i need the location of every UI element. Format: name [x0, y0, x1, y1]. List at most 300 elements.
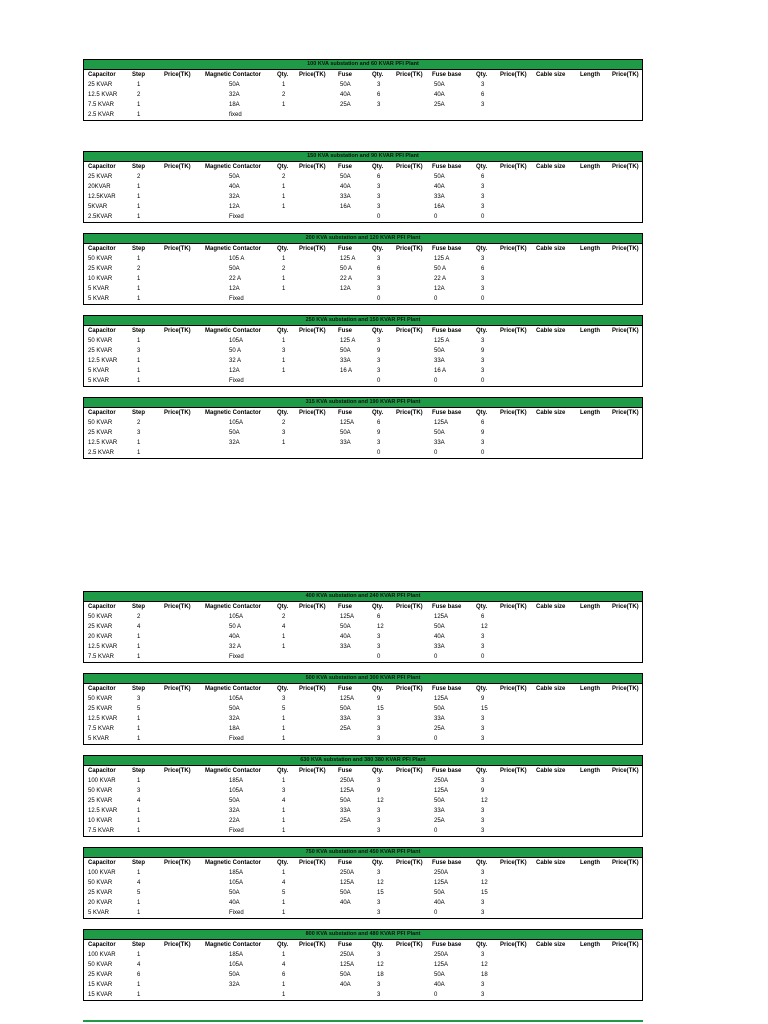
table-cell: 12	[481, 962, 488, 968]
column-header: Capacitor	[88, 410, 116, 416]
column-header: Qty.	[277, 164, 289, 170]
column-header: Fuse	[338, 410, 353, 416]
table-cell: 12.5 KVAR	[88, 644, 118, 650]
table-cell: 3	[481, 194, 485, 200]
column-header: Fuse base	[432, 72, 462, 78]
table-cell: 40A	[340, 184, 351, 190]
column-header: Price(TK)	[299, 328, 326, 334]
table-cell: 1	[282, 900, 286, 906]
table-cell: 105A	[229, 420, 244, 426]
table-row	[84, 110, 642, 120]
table-cell: 18	[481, 972, 488, 978]
column-header: Qty.	[277, 860, 289, 866]
table-cell: 12.5 KVAR	[88, 358, 118, 364]
table-cell: 12	[377, 962, 384, 968]
table-cell: 3	[481, 910, 485, 916]
table-title: 250 KVA substation and 150 KVAR PFI Plant	[84, 316, 642, 326]
table-cell: 1	[282, 204, 286, 210]
column-header: Capacitor	[88, 860, 116, 866]
table-row	[84, 192, 642, 202]
table-cell: 3	[137, 348, 141, 354]
table-header-row	[84, 408, 642, 418]
column-header: Price(TK)	[396, 164, 423, 170]
column-header: Cable size	[536, 860, 566, 866]
table-cell: 250A	[434, 952, 449, 958]
table-row	[84, 254, 642, 264]
column-header: Qty.	[277, 604, 289, 610]
table-cell: 22 A	[434, 276, 447, 282]
table-cell: 2	[137, 614, 141, 620]
column-header: Length	[580, 72, 600, 78]
column-header: Step	[132, 768, 146, 774]
column-header: Price(TK)	[500, 604, 527, 610]
column-header: Capacitor	[88, 604, 116, 610]
table-cell: 0	[481, 296, 485, 302]
table-cell: 1	[137, 368, 141, 374]
table-cell: Fixed	[229, 296, 244, 302]
column-header: Price(TK)	[396, 246, 423, 252]
table-cell: 40A	[434, 634, 445, 640]
table-row	[84, 806, 642, 816]
table-cell: 50A	[229, 890, 240, 896]
table-cell: 25 KVAR	[88, 174, 113, 180]
column-header: Qty.	[277, 72, 289, 78]
table-cell: 3	[377, 910, 381, 916]
column-header: Qty.	[476, 860, 488, 866]
column-header: Price(TK)	[299, 246, 326, 252]
table-cell: 1	[137, 952, 141, 958]
column-header: Price(TK)	[612, 164, 639, 170]
column-header: Fuse	[338, 72, 353, 78]
column-header: Fuse base	[432, 328, 462, 334]
table-cell: 1	[282, 828, 286, 834]
table-cell: 3	[377, 736, 381, 742]
column-header: Price(TK)	[612, 72, 639, 78]
table-cell: 16A	[434, 204, 445, 210]
table-cell: 3	[377, 276, 381, 282]
table-cell: 4	[282, 798, 286, 804]
table-cell: 3	[481, 286, 485, 292]
table-cell: 32 A	[229, 644, 242, 650]
column-header: Price(TK)	[164, 604, 191, 610]
table-cell: 1	[137, 378, 141, 384]
table-cell: 33A	[434, 194, 445, 200]
column-header: Length	[580, 604, 600, 610]
table-cell: 3	[481, 870, 485, 876]
table-cell: 12.5 KVAR	[88, 716, 118, 722]
column-header: Price(TK)	[500, 686, 527, 692]
table-cell: 50A	[229, 174, 240, 180]
table-cell: 25A	[340, 102, 351, 108]
table-cell: 50 KVAR	[88, 420, 113, 426]
column-header: Fuse	[338, 860, 353, 866]
table-cell: 3	[481, 440, 485, 446]
table-cell: 50A	[229, 706, 240, 712]
table-cell: 50A	[434, 348, 445, 354]
table-cell: 1	[282, 716, 286, 722]
table-cell: 1	[137, 992, 141, 998]
table-cell: 1	[137, 910, 141, 916]
spec-table	[83, 397, 643, 459]
table-cell: 50A	[340, 430, 351, 436]
table-cell: 33A	[340, 644, 351, 650]
table-cell: 5	[137, 706, 141, 712]
table-row	[84, 346, 642, 356]
spec-table	[83, 233, 643, 305]
table-cell: 40A	[340, 92, 351, 98]
table-cell: 32A	[229, 716, 240, 722]
column-header: Price(TK)	[396, 410, 423, 416]
table-cell: 2.5KVAR	[88, 214, 113, 220]
table-row	[84, 418, 642, 428]
table-cell: 6	[377, 92, 381, 98]
column-header: Fuse	[338, 604, 353, 610]
table-row	[84, 202, 642, 212]
table-cell: 50A	[434, 890, 445, 896]
table-cell: 6	[481, 92, 485, 98]
table-cell: 100 KVAR	[88, 870, 116, 876]
column-header: Qty.	[277, 768, 289, 774]
table-cell: 1	[282, 992, 286, 998]
table-cell: 250A	[340, 778, 355, 784]
column-header: Step	[132, 328, 146, 334]
table-row	[84, 776, 642, 786]
table-row	[84, 366, 642, 376]
table-cell: 15	[377, 706, 384, 712]
column-header: Price(TK)	[612, 942, 639, 948]
column-header: Price(TK)	[164, 246, 191, 252]
table-cell: 0	[481, 214, 485, 220]
table-cell: 5 KVAR	[88, 286, 109, 292]
table-cell: 1	[282, 82, 286, 88]
table-cell: 6	[377, 174, 381, 180]
column-header: Price(TK)	[299, 860, 326, 866]
table-cell: 3	[377, 982, 381, 988]
table-cell: 1	[282, 982, 286, 988]
table-cell: 12A	[340, 286, 351, 292]
table-cell: 32A	[229, 808, 240, 814]
column-header: Qty.	[277, 942, 289, 948]
table-cell: 1	[137, 644, 141, 650]
table-cell: 125 A	[340, 256, 356, 262]
column-header: Price(TK)	[500, 942, 527, 948]
table-cell: 1	[282, 726, 286, 732]
column-header: Price(TK)	[396, 686, 423, 692]
table-row	[84, 294, 642, 304]
table-cell: 1	[137, 276, 141, 282]
column-header: Fuse base	[432, 410, 462, 416]
table-cell: 15 KVAR	[88, 982, 113, 988]
table-row	[84, 80, 642, 90]
table-cell: 12	[481, 798, 488, 804]
column-header: Price(TK)	[299, 604, 326, 610]
column-header: Qty.	[372, 604, 384, 610]
table-cell: 1	[282, 286, 286, 292]
table-cell: 50A	[340, 706, 351, 712]
column-header: Price(TK)	[164, 942, 191, 948]
column-header: Qty.	[372, 72, 384, 78]
column-header: Cable size	[536, 604, 566, 610]
table-cell: 6	[481, 266, 485, 272]
column-header: Capacitor	[88, 164, 116, 170]
table-cell: 1	[137, 726, 141, 732]
table-cell: 0	[434, 214, 438, 220]
table-cell: 50 KVAR	[88, 788, 113, 794]
table-cell: 105A	[229, 962, 244, 968]
table-row	[84, 172, 642, 182]
column-header: Price(TK)	[612, 328, 639, 334]
column-header: Cable size	[536, 246, 566, 252]
table-cell: 1	[282, 184, 286, 190]
column-header: Fuse base	[432, 164, 462, 170]
column-header: Price(TK)	[612, 246, 639, 252]
table-cell: 125 A	[340, 338, 356, 344]
table-cell: 3	[481, 952, 485, 958]
column-header: Price(TK)	[396, 328, 423, 334]
table-cell: 9	[481, 348, 485, 354]
table-cell: 40A	[434, 184, 445, 190]
table-cell: Fixed	[229, 378, 244, 384]
table-cell: 15	[481, 890, 488, 896]
table-cell: 125A	[340, 962, 355, 968]
column-header: Price(TK)	[500, 410, 527, 416]
table-cell: 10 KVAR	[88, 276, 113, 282]
column-header: Qty.	[476, 328, 488, 334]
table-cell: 1	[137, 338, 141, 344]
table-cell: 3	[377, 808, 381, 814]
table-row	[84, 274, 642, 284]
table-cell: 1	[137, 778, 141, 784]
table-cell: 33A	[340, 808, 351, 814]
column-header: Fuse	[338, 768, 353, 774]
table-cell: fixed	[229, 112, 242, 118]
table-cell: 3	[377, 828, 381, 834]
table-cell: 3	[377, 818, 381, 824]
table-cell: 1	[282, 194, 286, 200]
table-cell: 125A	[340, 788, 355, 794]
table-cell: 125A	[340, 696, 355, 702]
table-cell: 2	[137, 92, 141, 98]
table-row	[84, 714, 642, 724]
table-row	[84, 438, 642, 448]
column-header: Qty.	[372, 246, 384, 252]
table-cell: 1	[137, 450, 141, 456]
table-cell: 40A	[340, 900, 351, 906]
table-cell: 105A	[229, 696, 244, 702]
table-cell: 3	[377, 726, 381, 732]
table-cell: 185A	[229, 870, 244, 876]
table-header-row	[84, 684, 642, 694]
column-header: Qty.	[277, 686, 289, 692]
table-cell: 32A	[229, 92, 240, 98]
table-cell: 0	[434, 296, 438, 302]
table-title: 800 KVA substation and 480 KVAR PFI Plant	[84, 930, 642, 940]
table-cell: 0	[434, 736, 438, 742]
column-header: Magnetic Contactor	[205, 246, 262, 252]
column-header: Length	[580, 164, 600, 170]
table-cell: 3	[377, 634, 381, 640]
table-cell: 18	[377, 972, 384, 978]
table-cell: 1	[282, 870, 286, 876]
column-header: Length	[580, 942, 600, 948]
table-cell: 12	[481, 624, 488, 630]
table-cell: 3	[481, 644, 485, 650]
table-title: 500 KVA substation and 300 KVAR PFI Plant	[84, 674, 642, 684]
table-cell: Fixed	[229, 910, 244, 916]
column-header: Price(TK)	[500, 328, 527, 334]
table-cell: Fixed	[229, 214, 244, 220]
table-cell: 50A	[229, 798, 240, 804]
table-cell: 1	[137, 716, 141, 722]
table-cell: 1	[137, 102, 141, 108]
table-cell: 25 KVAR	[88, 706, 113, 712]
table-row	[84, 734, 642, 744]
table-cell: 7.5 KVAR	[88, 654, 114, 660]
table-row	[84, 868, 642, 878]
column-header: Price(TK)	[396, 604, 423, 610]
column-header: Price(TK)	[299, 72, 326, 78]
table-cell: 25A	[340, 726, 351, 732]
table-cell: 9	[377, 430, 381, 436]
table-cell: 3	[282, 788, 286, 794]
table-cell: 1	[282, 276, 286, 282]
table-cell: 50A	[434, 706, 445, 712]
table-cell: 2	[282, 614, 286, 620]
column-header: Price(TK)	[164, 72, 191, 78]
table-cell: 5	[137, 890, 141, 896]
table-cell: 20 KVAR	[88, 634, 113, 640]
table-cell: 1	[137, 214, 141, 220]
table-cell: 0	[377, 450, 381, 456]
column-header: Capacitor	[88, 686, 116, 692]
table-cell: 50 A	[229, 348, 242, 354]
table-cell: 40A	[229, 184, 240, 190]
table-row	[84, 878, 642, 888]
table-cell: 0	[434, 450, 438, 456]
table-cell: 15	[481, 706, 488, 712]
table-cell: 1	[282, 818, 286, 824]
table-cell: 250A	[434, 870, 449, 876]
table-cell: 50 A	[229, 624, 242, 630]
column-header: Qty.	[476, 604, 488, 610]
spec-table	[83, 847, 643, 919]
table-cell: 3	[377, 900, 381, 906]
table-cell: 3	[481, 184, 485, 190]
table-cell: 3	[481, 778, 485, 784]
column-header: Qty.	[476, 942, 488, 948]
table-cell: 22 A	[229, 276, 242, 282]
column-header: Fuse	[338, 328, 353, 334]
table-cell: 1	[282, 952, 286, 958]
table-title: 200 KVA substation and 120 KVAR PFI Plant	[84, 234, 642, 244]
column-header: Price(TK)	[500, 164, 527, 170]
table-row	[84, 284, 642, 294]
column-header: Qty.	[476, 72, 488, 78]
table-cell: 100 KVAR	[88, 778, 116, 784]
table-cell: 250A	[340, 870, 355, 876]
table-cell: 3	[377, 992, 381, 998]
column-header: Length	[580, 246, 600, 252]
table-cell: 22 A	[340, 276, 353, 282]
table-cell: 1	[137, 828, 141, 834]
table-cell: 3	[481, 992, 485, 998]
table-cell: 2	[282, 420, 286, 426]
table-cell: 1	[137, 818, 141, 824]
table-cell: 12A	[229, 368, 240, 374]
table-cell: 20KVAR	[88, 184, 111, 190]
column-header: Qty.	[372, 164, 384, 170]
table-cell: 3	[377, 358, 381, 364]
column-header: Fuse	[338, 686, 353, 692]
column-header: Qty.	[476, 246, 488, 252]
table-cell: 12.5 KVAR	[88, 92, 118, 98]
column-header: Magnetic Contactor	[205, 72, 262, 78]
column-header: Price(TK)	[396, 72, 423, 78]
table-cell: 3	[377, 204, 381, 210]
table-cell: 3	[481, 102, 485, 108]
table-cell: 4	[137, 880, 141, 886]
table-cell: 0	[434, 910, 438, 916]
table-row	[84, 182, 642, 192]
table-cell: 3	[481, 276, 485, 282]
table-cell: 3	[282, 430, 286, 436]
table-cell: 40A	[434, 982, 445, 988]
column-header: Price(TK)	[164, 860, 191, 866]
column-header: Qty.	[476, 410, 488, 416]
table-cell: 6	[377, 614, 381, 620]
table-cell: 6	[481, 174, 485, 180]
table-cell: 0	[481, 378, 485, 384]
table-cell: 50 A	[340, 266, 353, 272]
table-row	[84, 652, 642, 662]
table-cell: 3	[481, 204, 485, 210]
column-header: Price(TK)	[500, 860, 527, 866]
table-header-row	[84, 162, 642, 172]
column-header: Length	[580, 860, 600, 866]
table-header-row	[84, 244, 642, 254]
table-cell: 50A	[340, 972, 351, 978]
table-cell: 3	[377, 952, 381, 958]
table-cell: Fixed	[229, 828, 244, 834]
next-table-edge	[83, 1020, 643, 1022]
table-cell: 1	[137, 296, 141, 302]
column-header: Length	[580, 686, 600, 692]
table-cell: 125A	[434, 696, 449, 702]
table-cell: 2	[282, 92, 286, 98]
table-cell: 125A	[340, 420, 355, 426]
table-row	[84, 376, 642, 386]
table-row	[84, 264, 642, 274]
column-header: Price(TK)	[612, 604, 639, 610]
column-header: Price(TK)	[612, 768, 639, 774]
table-cell: 3	[481, 256, 485, 262]
table-cell: 9	[481, 788, 485, 794]
table-cell: 32A	[229, 194, 240, 200]
column-header: Price(TK)	[396, 942, 423, 948]
table-cell: 2.5 KVAR	[88, 450, 114, 456]
table-cell: 105A	[229, 338, 244, 344]
table-row	[84, 796, 642, 806]
column-header: Cable size	[536, 942, 566, 948]
table-cell: 125 A	[434, 338, 450, 344]
table-cell: 3	[481, 634, 485, 640]
table-cell: 105A	[229, 788, 244, 794]
table-row	[84, 960, 642, 970]
table-row	[84, 212, 642, 222]
table-cell: 0	[434, 378, 438, 384]
table-cell: 25 KVAR	[88, 798, 113, 804]
table-title: 630 KVA substation and 380 380 KVAR PFI Plant	[84, 756, 642, 766]
